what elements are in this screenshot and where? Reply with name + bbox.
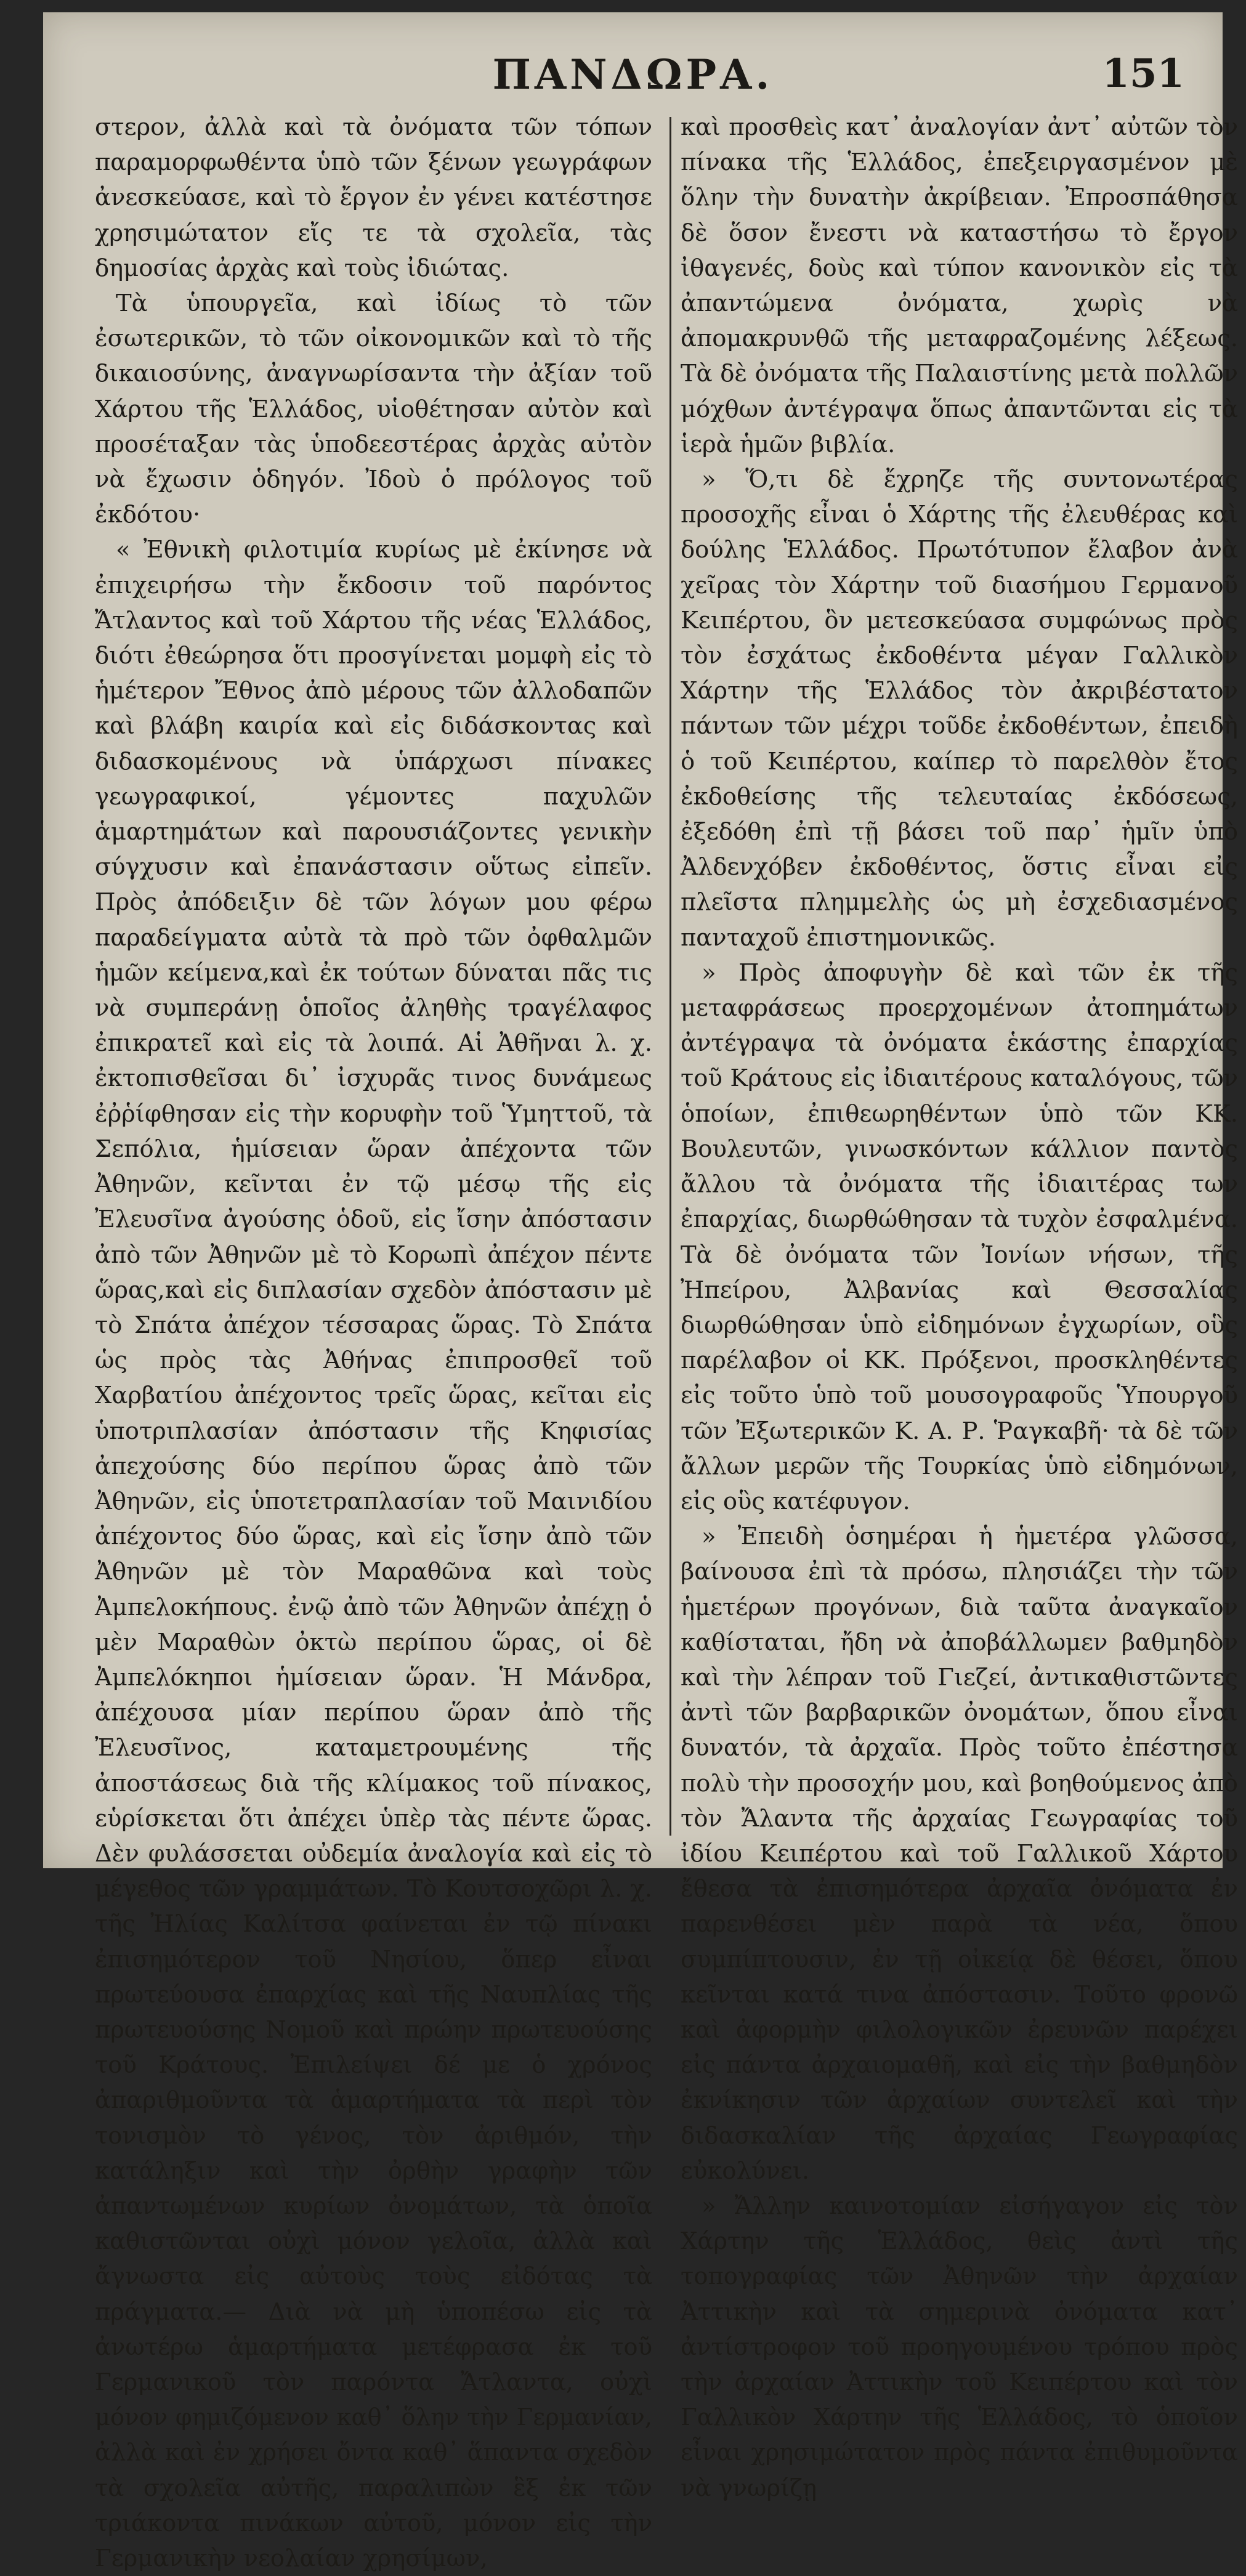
paragraph: Τὰ ὑπουργεῖα, καὶ ἰδίως τὸ τῶν ἐσωτερικῶν, τὸ τῶν οἰκονομικῶν καὶ τὸ τῆς δικαιοσύνης, ἀναγνωρίσαντα τὴν ἀξίαν τοῦ Χάρτου τῆς Ἑλλάδος, υἱοθέτησαν αὐτὸν καὶ προσέταξαν τὰς ὑποδεεστέρας ἀρχὰς αὐτὸν νὰ ἔχωσιν ὁδηγόν. Ἰδοὺ ὁ πρόλογος τοῦ ἐκδότου· [95, 290, 652, 529]
paragraph: στερον, ἀλλὰ καὶ τὰ ὀνόματα τῶν τόπων παραμορφωθέντα ὑπὸ τῶν ξένων γεωγράφων ἀνεσκεύασε, καὶ τὸ ἔργον ἐν γένει κατέστησε χρησιμώτατον εἴς τε τὰ σχολεῖα, τὰς δημοσίας ἀρχὰς καὶ τοὺς ἰδιώτας. [95, 113, 652, 282]
paragraph: « Ἐθνικὴ φιλοτιμία κυρίως μὲ ἐκίνησε νὰ ἐπιχειρήσω τὴν ἔκδοσιν τοῦ παρόντος Ἄτλαντος καὶ τοῦ Χάρτου τῆς νέας Ἑλλάδος, διότι ἐθεώρησα ὅτι προσγίνεται μομφὴ εἰς τὸ ἡμέτερον Ἔθνος ἀπὸ μέρους τῶν ἀλλοδαπῶν καὶ βλάβη καιρία καὶ εἰς διδάσκοντας καὶ διδασκομένους νὰ ὑπάρχωσι πίνακες γεωγραφικοί, γέμοντες παχυλῶν ἁμαρτημάτων καὶ παρουσιάζοντες γενικὴν σύγχυσιν καὶ ἐπανάστασιν οὕτως εἰπεῖν. Πρὸς ἀπόδειξιν δὲ τῶν λόγων μου φέρω παραδείγματα αὐτὰ τὰ πρὸ τῶν ὀφθαλμῶν ἡμῶν κείμενα,καὶ ἐκ τούτων δύναται πᾶς τις νὰ συμπεράνῃ ὁποῖος ἀληθὴς τραγέλαφος ἐπικρατεῖ καὶ εἰς τὰ λοιπά. Αἱ Ἀθῆναι λ. χ. ἐκτοπισθεῖσαι δι᾽ ἰσχυρᾶς τινος δυνάμεως ἐῤῥίφθησαν εἰς τὴν κορυφὴν τοῦ Ὑμηττοῦ, τὰ Σεπόλια, ἡμίσειαν ὥραν ἀπέχοντα τῶν Ἀθηνῶν, κεῖνται ἐν τῷ μέσῳ τῆς εἰς Ἐλευσῖνα ἀγούσης ὁδοῦ, εἰς ἴσην ἀπόστασιν ἀπὸ τῶν Ἀθηνῶν μὲ τὸ Κορωπὶ ἀπέχον πέντε ὥρας,καὶ εἰς διπλασίαν σχεδὸν ἀπόστασιν μὲ τὸ Σπάτα ἀπέχον τέσσαρας ὥρας. Τὸ Σπάτα ὡς πρὸς τὰς Ἀθήνας ἐπιπροσθεῖ τοῦ Χαρβατίου ἀπέχοντος τρεῖς ὥρας, κεῖται εἰς ὑποτριπλασίαν ἀπόστασιν τῆς Κηφισίας ἀπεχούσης δύο περίπου ὥρας ἀπὸ τῶν Ἀθηνῶν, εἰς ὑποτετραπλασίαν τοῦ Μαινιδίου ἀπέχοντος δύο ὥρας, καὶ εἰς ἴσην ἀπὸ τῶν Ἀθηνῶν μὲ τὸν Μαραθῶνα καὶ τοὺς Ἀμπελοκήπους. ἐνῷ ἀπὸ τῶν Ἀθηνῶν ἀπέχῃ ὁ μὲν Μαραθὼν ὀκτὼ περίπου ὥρας, οἱ δὲ Ἀμπελόκηποι ἡμίσειαν ὥραν. Ἡ Μάνδρα, ἀπέχουσα μίαν περίπου ὥραν ἀπὸ τῆς Ἐλευσῖνος, καταμετρουμένης τῆς ἀποστάσεως διὰ τῆς κλίμακος τοῦ πίνακος, εὑρίσκεται ὅτι ἀπέχει ὑπὲρ τὰς πέντε ὥρας. Δὲν φυλάσσεται οὐδεμία ἀναλογία καὶ εἰς τὸ μέγεθος τῶν γραμμάτων. Τὸ Κουτσοχῶρι λ. χ. τῆς Ἠλίας Καλίτσα φαίνεται ἐν τῷ πίνακι ἐπισημότερον τοῦ Νησίου, ὅπερ εἶναι πρωτεύουσα ἐπαρχίας καὶ τῆς Ναυπλίας τῆς πρωτευούσης Νομοῦ καὶ πρώην πρωτευούσης τοῦ Κράτους. Ἐπιλείψει δέ με ὁ χρόνος ἀπαριθμοῦντα τὰ ἁμαρτήματα τὰ περὶ τὸν τονισμὸν τὸ γένος, τὸν ἀριθμόν, τὴν κατάληξιν καὶ τὴν ὀρθὴν γραφὴν τῶν ἀπαντωμένων κυρίων ὀνομάτων, τὰ ὁποῖα καθιστῶνται οὐχὶ μόνον γελοῖα, ἀλλὰ καὶ ἄγνωστα εἰς αὐτοὺς τοὺς εἰδότας τὰ πράγματα.— Διὰ νὰ μὴ ὑποπέσω εἰς τὰ ἀνωτέρω ἁμαρτήματα μετέφρασα ἐκ τοῦ Γερμανικοῦ τὸν παρόντα Ἄτλαντα, οὐχὶ μόνον φημιζόμενον καθ᾽ ὅλην τὴν Γερμανίαν, ἀλλὰ καὶ ἐν χρήσει ὄντα καθ᾽ ἅπαντα σχεδὸν τὰ σχολεῖα αὐτῆς, παραλιπὼν ἓξ ἐκ τῶν τριάκοντα πινάκων αὐτοῦ, μόνον εἰς τὴν Γερμανικὴν νεολαίαν χρησίμων, [95, 536, 652, 2573]
left-column [95, 110, 652, 2576]
scanned-page [43, 12, 1238, 2573]
paragraph: καὶ προσθεὶς κατ᾽ ἀναλογίαν ἀντ᾽ αὐτῶν τὸν πίνακα τῆς Ἑλλάδος, ἐπεξειργασμένον μὲ ὅλην τὴν δυνατὴν ἀκρίβειαν. Ἐπροσπάθησα δὲ ὅσον ἔνεστι νὰ καταστήσω τὸ ἔργον ἰθαγενές, δοὺς καὶ τύπον κανονικὸν εἰς τὰ ἀπαντώμενα ὀνόματα, χωρὶς νὰ ἀπομακρυνθῶ τῆς μεταφραζομένης λέξεως. Τὰ δὲ ὀνόματα τῆς Παλαιστίνης μετὰ πολλῶν μόχθων ἀντέγραψα ὅπως ἀπαντῶνται εἰς τὰ ἱερὰ ἡμῶν βιβλία. [681, 113, 1238, 458]
paragraph: » Ἄλλην καινοτομίαν εἰσήγαγον εἰς τὸν Χάρτην τῆς Ἑλλάδος, θεὶς ἀντὶ τῆς τοπογραφίας τῶν Ἀθηνῶν τὴν ἀρχαίαν Ἀττικὴν καὶ τὰ σημερινὰ ὀνόματα κατ᾽ ἀντίστροφον τοῦ προηγουμένου τρόπου πρὸς τὴν ἀρχαίαν Ἀττικὴν τοῦ Κειπέρτου καὶ τὸν Γαλλικὸν Χάρτην τῆς Ἑλλάδος, τὸ ὁποῖον εἶναι χρησιμώτατον πρὸς πάντα ἐπιθυμοῦντα νὰ γνωρίζῃ [681, 2192, 1238, 2502]
paragraph: » Ὅ,τι δὲ ἔχρηζε τῆς συντονωτέρας προσοχῆς εἶναι ὁ Χάρτης τῆς ἐλευθέρας καὶ δούλης Ἑλλάδος. Πρωτότυπον ἔλαβον ἀνὰ χεῖρας τὸν Χάρτην τοῦ διασήμου Γερμανοῦ Κειπέρτου, ὃν μετεσκεύασα συμφώνως πρὸς τὸν ἐσχάτως ἐκδοθέντα μέγαν Γαλλικὸν Χάρτην τῆς Ἑλλάδος τὸν ἀκριβέστατον πάντων τῶν μέχρι τοῦδε ἐκδοθέντων, ἐπειδὴ ὁ τοῦ Κειπέρτου, καίπερ τὸ παρελθὸν ἔτος ἐκδοθείσης τῆς τελευταίας ἐκδόσεως, ἐξεδόθη ἐπὶ τῇ βάσει τοῦ παρ᾽ ἡμῖν ὑπὸ Ἀλδενχόβεν ἐκδοθέντος, ὅστις εἶναι εἰς πλεῖστα πλημμελὴς ὡς μὴ ἐσχεδιασμένος πανταχοῦ ἐπιστημονικῶς. [681, 466, 1238, 952]
paragraph: » Πρὸς ἀποφυγὴν δὲ καὶ τῶν ἐκ τῆς μεταφράσεως προερχομένων ἀτοπημάτων ἀντέγραψα τὰ ὀνόματα ἑκάστης ἐπαρχίας τοῦ Κράτους εἰς ἰδιαιτέρους καταλόγους, τῶν ὁποίων, ἐπιθεωρηθέντων ὑπὸ τῶν ΚΚ. Βουλευτῶν, γινωσκόντων κάλλιον παντὸς ἄλλου τὰ ὀνόματα τῆς ἰδιαιτέρας των ἐπαρχίας, διωρθώθησαν τὰ τυχὸν ἐσφαλμένα. Τὰ δὲ ὀνόματα τῶν Ἰονίων νήσων, τῆς Ἠπείρου, Ἀλβανίας καὶ Θεσσαλίας διωρθώθησαν ὑπὸ εἰδημόνων ἐγχωρίων, οὓς παρέλαβον οἱ ΚΚ. Πρόξενοι, προσκληθέντες εἰς τοῦτο ὑπὸ τοῦ μουσογραφοῦς Ὑπουργοῦ τῶν Ἐξωτερικῶν Κ. Α. Ρ. Ῥαγκαβῆ· τὰ δὲ τῶν ἄλλων μερῶν τῆς Τουρκίας ὑπὸ εἰδημόνων, εἰς οὓς κατέφυγον. [681, 958, 1238, 1515]
right-column [681, 110, 1238, 2506]
column-divider [670, 117, 671, 1836]
paragraph: » Ἐπειδὴ ὁσημέραι ἡ ἡμετέρα γλῶσσα, βαίνουσα ἐπὶ τὰ πρόσω, πλησιάζει τὴν τῶν ἡμετέρων προγόνων, διὰ ταῦτα ἀναγκαῖον καθίσταται, ἤδη νὰ ἀποβάλλωμεν βαθμηδὸν καὶ τὴν λέπραν τοῦ Γιεζεί, ἀντικαθιστῶντες ἀντὶ τῶν βαρβαρικῶν ὀνομάτων, ὅπου εἶναι δυνατόν, τὰ ἀρχαῖα. Πρὸς τοῦτο ἐπέστησα πολὺ τὴν προσοχήν μου, καὶ βοηθούμενος ἀπὸ τὸν Ἄλαντα τῆς ἀρχαίας Γεωγραφίας τοῦ ἰδίου Κειπέρτου καὶ τοῦ Γαλλικοῦ Χάρτου ἔθεσα τὰ ἐπισημότερα ἀρχαῖα ὀνόματα ἐν παρενθέσει μὲν παρὰ τὰ νέα, ὅπου συμπίπτουσιν, ἐν τῇ οἰκείᾳ δὲ θέσει, ὅπου κεῖνται κατά τινα ἀπόστασιν. Τοῦτο φρονῶ καὶ ἀφορμὴν φιλολογικῶν ἐρευνῶν παρέχει εἰς πάντα ἀρχαιομαθῆ, καὶ εἰς τὴν βαθμηδὸν ἐκνίκησιν τῶν ἀρχαίων συντελεῖ καὶ τὴν διδασκαλίαν τῆς ἀρχαίας Γεωγραφίας εὐκολύνει. [681, 1523, 1238, 2185]
page-header [43, 51, 1223, 106]
page-number: 151 [1102, 51, 1184, 97]
running-title: ΠΑΝΔΩΡΑ. [492, 51, 774, 99]
